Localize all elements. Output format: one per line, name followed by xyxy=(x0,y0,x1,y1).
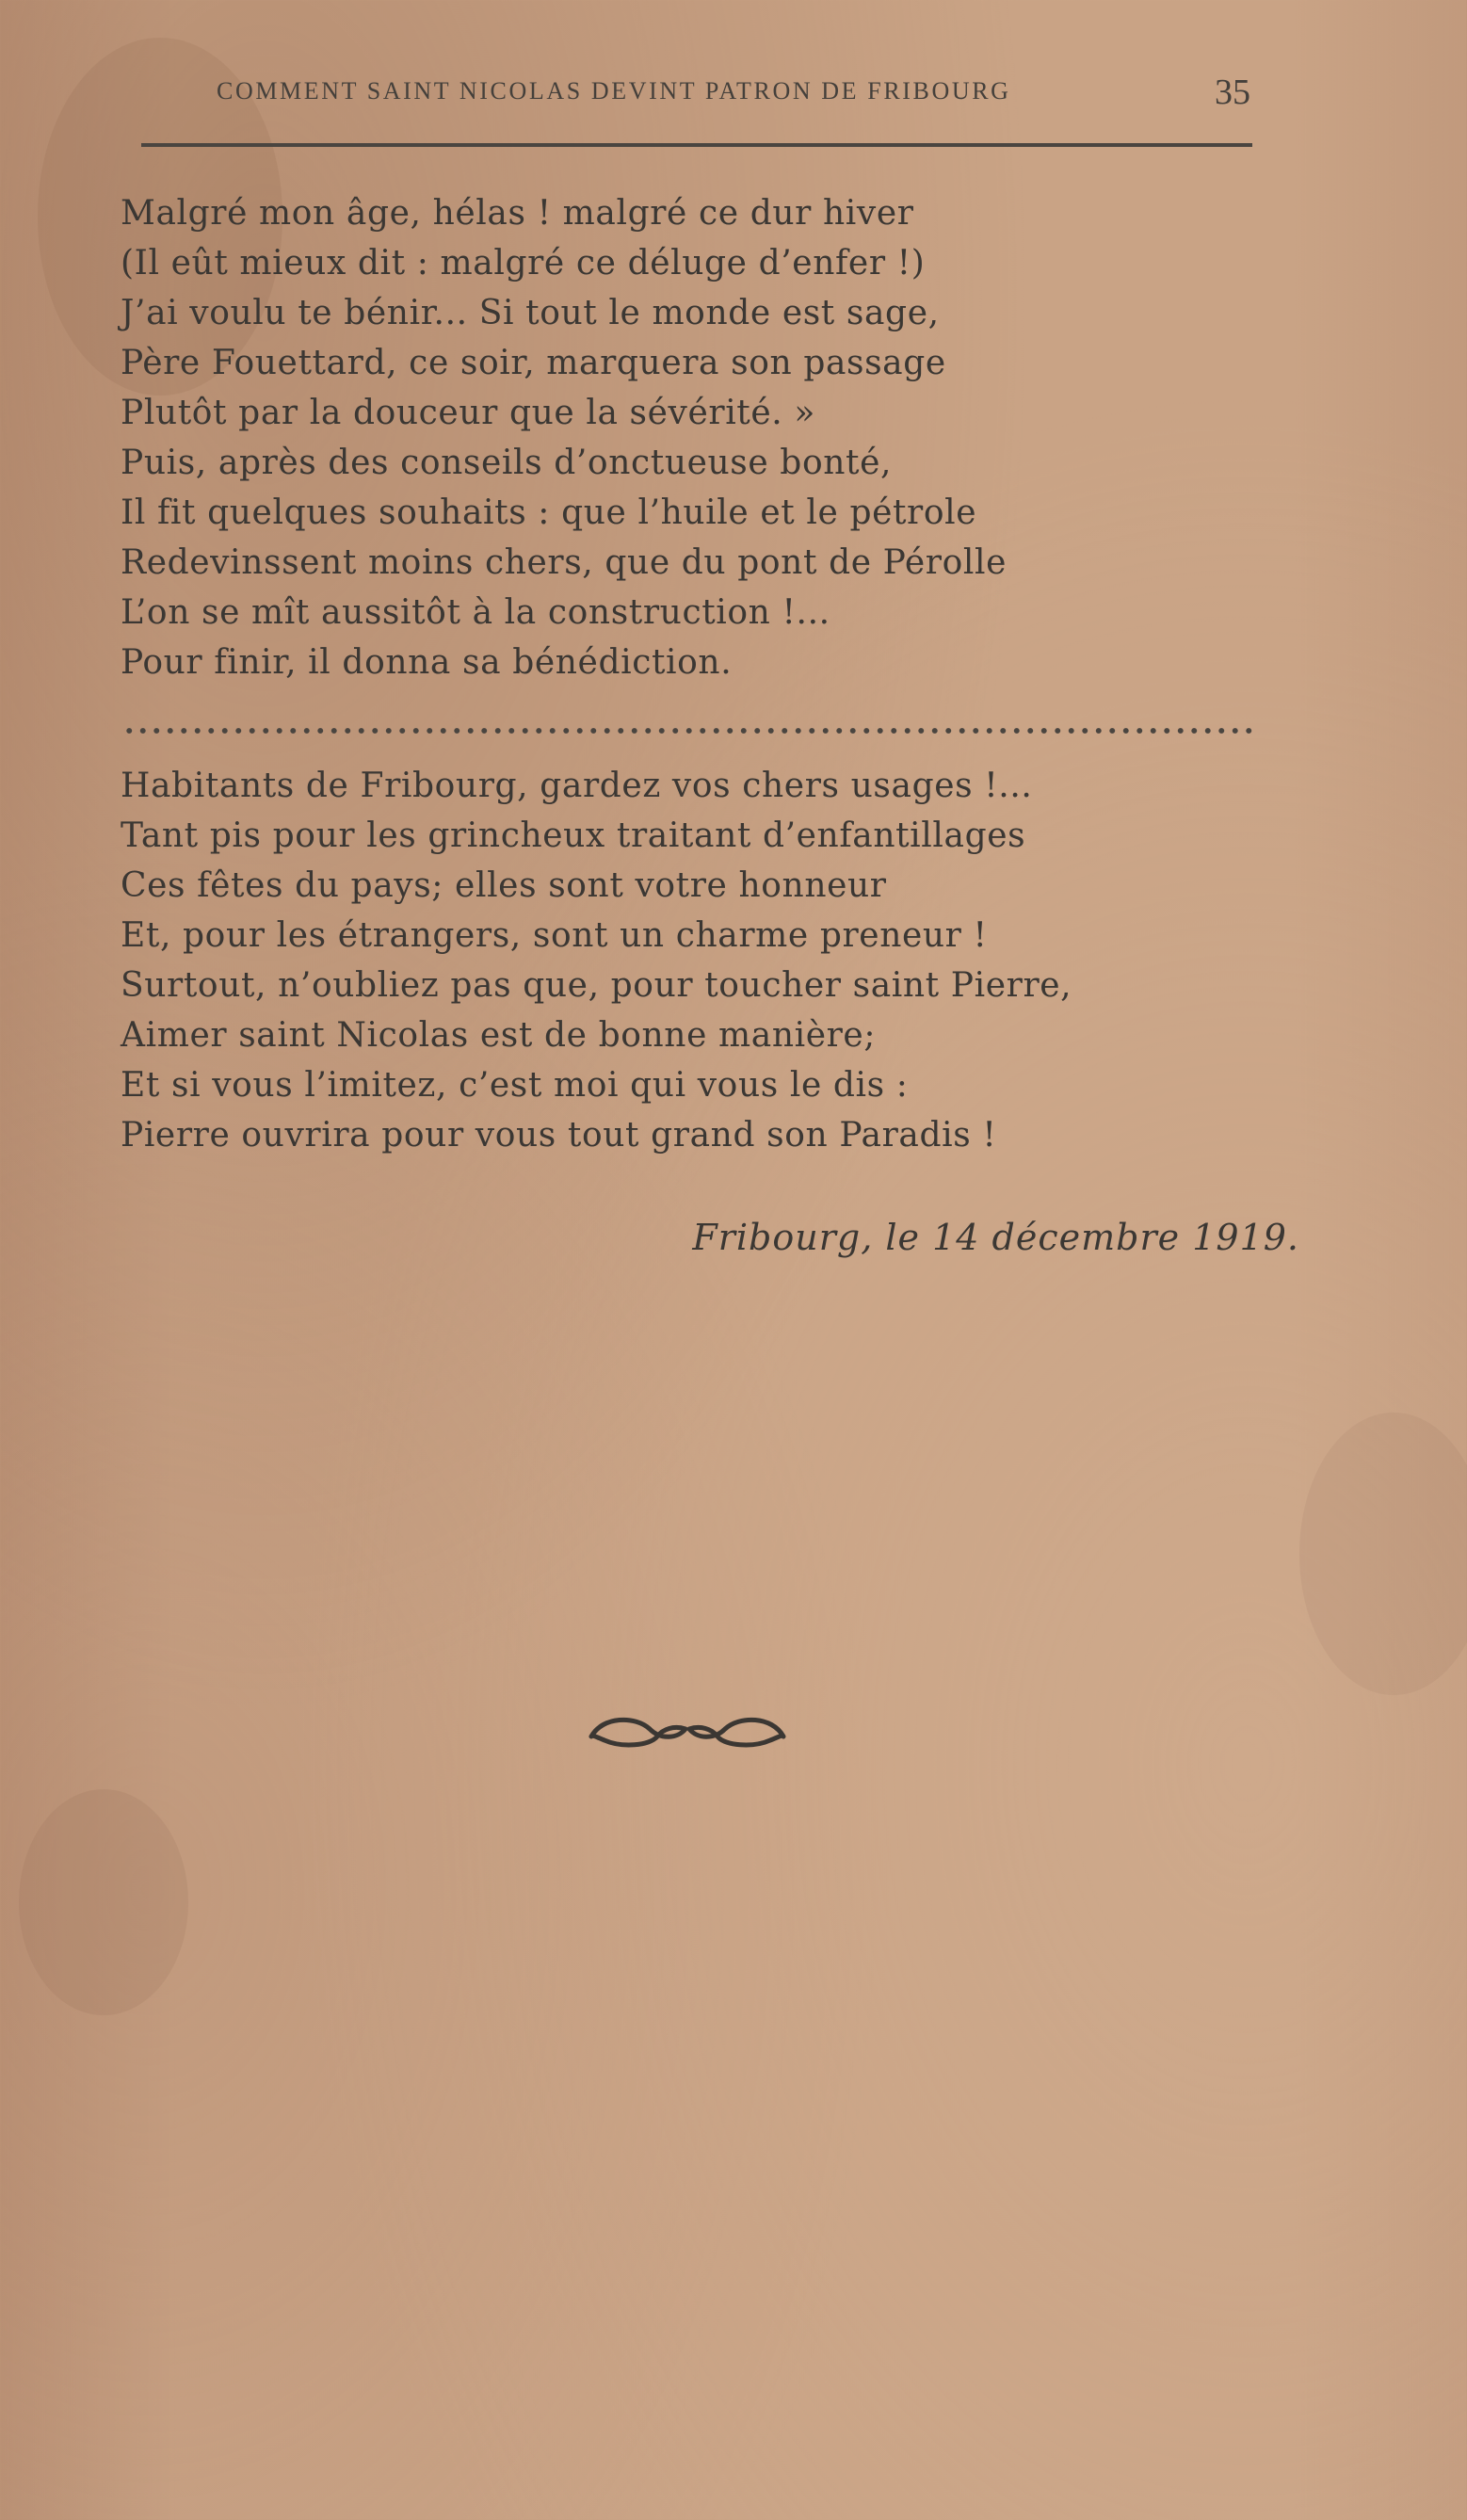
paper-stain xyxy=(19,1789,188,2015)
verse-line: Surtout, n’oubliez pas que, pour toucher saint Pierre, xyxy=(121,966,1072,1005)
running-head xyxy=(217,73,1328,115)
verse-line: J’ai voulu te bénir... Si tout le monde est sage, xyxy=(121,294,940,332)
stanza-1 xyxy=(121,188,1007,687)
verse-line: Il fit quelques souhaits : que l’huile et le pétrole xyxy=(121,493,977,532)
verse-line: Tant pis pour les grincheux traitant d’enfantillages xyxy=(121,816,1026,855)
header-rule xyxy=(141,143,1252,147)
paper-stain xyxy=(1299,1413,1467,1695)
verse-line: Et, pour les étrangers, sont un charme preneur ! xyxy=(121,916,988,955)
verse-line: Pour finir, il donna sa bénédiction. xyxy=(121,643,733,682)
verse-line: L’on se mît aussitôt à la construction !... xyxy=(121,593,830,632)
verse-line: (Il eût mieux dit : malgré ce déluge d’enfer !) xyxy=(121,244,926,283)
verse-line: Aimer saint Nicolas est de bonne manière; xyxy=(121,1016,877,1055)
dotted-separator xyxy=(122,725,1252,736)
page-number: 35 xyxy=(1215,73,1250,112)
verse-line: Et si vous l’imitez, c’est moi qui vous le dis : xyxy=(121,1066,909,1105)
verse-line: Redevinssent moins chers, que du pont de Pérolle xyxy=(121,543,1007,582)
verse-line: Ces fêtes du pays; elles sont votre honneur xyxy=(121,866,887,905)
verse-line: Habitants de Fribourg, gardez vos chers usages !... xyxy=(121,767,1033,805)
verse-line: Père Fouettard, ce soir, marquera son passage xyxy=(121,344,946,382)
dateline: Fribourg, le 14 décembre 1919. xyxy=(692,1217,1299,1258)
verse-line: Puis, après des conseils d’onctueuse bonté, xyxy=(121,444,893,482)
verse-line: Malgré mon âge, hélas ! malgré ce dur hiver xyxy=(121,194,914,233)
verse-line: Plutôt par la douceur que la sévérité. » xyxy=(121,394,815,432)
stanza-2 xyxy=(121,761,1072,1160)
verse-line: Pierre ouvrira pour vous tout grand son Paradis ! xyxy=(121,1116,997,1155)
flourish-ornament-icon xyxy=(584,1706,791,1753)
running-title: COMMENT SAINT NICOLAS DEVINT PATRON DE FRIBOURG xyxy=(217,77,1011,105)
